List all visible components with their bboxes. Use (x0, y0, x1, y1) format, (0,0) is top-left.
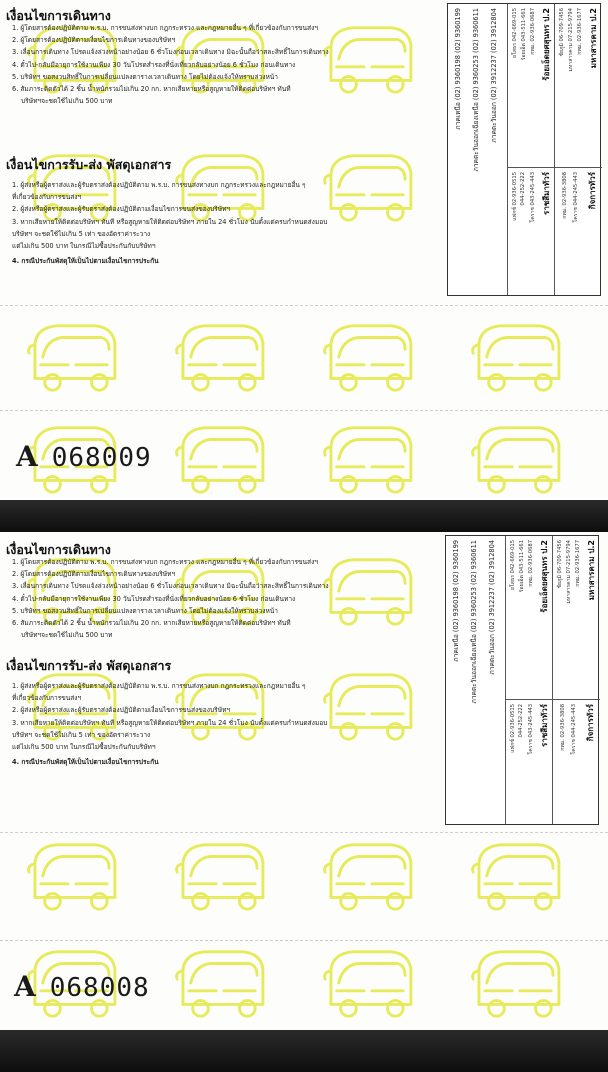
contact-kitchakarn (553, 700, 600, 824)
contact-lower (506, 699, 600, 824)
perforation-line (0, 832, 608, 833)
bus-watermark-icon (318, 420, 418, 500)
travel-rule: 1. ผู้โดยสารต้องปฏิบัติตาม พ.ร.บ. การขนส่งทางบก กฎกระทรวง และกฎหมายอื่น ๆ ที่เกี่ยวข้องกับการขนส่งฯ (12, 24, 319, 32)
contact-column-companies (506, 536, 600, 824)
contact-line: โคราช 044-245-443 (571, 704, 577, 755)
contact-line: 044-252-222 (518, 704, 524, 738)
contact-column-regions (448, 4, 508, 295)
travel-rule: 6. สัมภาระติดตัวได้ 2 ชิ้น น้ำหนักรวมไม่เกิน 20 กก. หากเสียหายหรือสูญหายให้ติดต่อบริษัทฯ ทันที (12, 85, 291, 94)
contact-line: โคราช 044-245-443 (573, 172, 579, 223)
ticket-serial: 068009 (51, 443, 152, 473)
ticket-prefix: A (14, 970, 36, 1003)
contact-lower (508, 167, 602, 295)
contact-company-name: ร้อยเอ็ดยศสุนทร ป.2 (542, 8, 551, 81)
travel-rule: 3. เลื่อนการเดินทาง โปรดแจ้งล่วงหน้าอย่างน้อย 6 ชั่วโมงก่อนเวลาเดินทาง มิฉะนั้นถือว่าสละสิทธิ์ในการเดินทาง (12, 582, 329, 591)
region-phone-line: ภาคตะวันออกเฉียงเหนือ (02) 9360253 (02) 9360611 (472, 8, 480, 172)
parcel-rule: แต่ไม่เกิน 500 บาท ในกรณีไม่ซื้อประกันกับบริษัทฯ (12, 743, 156, 752)
travel-rule: 5. บริษัทฯ ขอสงวนสิทธิ์ในการเปลี่ยนแปลงตารางเวลาเดินทาง โดยไม่ต้องแจ้งให้ทราบล่วงหน้า (12, 606, 278, 615)
region-phone-line: ภาคเหนือ (02) 9360198 (02) 9360199 (452, 540, 460, 662)
contact-line: โคราช 043-245-443 (530, 172, 536, 223)
bus-watermark-icon (170, 944, 270, 1026)
contact-line: แฟกซ์ 02-936-0515 (510, 704, 516, 753)
travel-rule: 2. ผู้โดยสารต้องปฏิบัติตามเงื่อนไขการเดินทางของบริษัทฯ (12, 36, 176, 45)
parcel-rule: 1. ผู้ส่งหรือผู้ตราส่งและผู้รับตราส่งต้องปฏิบัติตาม พ.ร.บ. การขนส่งทางบก กฎกระทรวงและกฎหมายอื่น ๆ (12, 181, 306, 189)
contact-company-name: มหาสารคาม ป.2 (589, 8, 598, 69)
travel-conditions-title: เงื่อนไขการเดินทาง (6, 8, 111, 23)
perforation-line (0, 410, 608, 411)
contact-kitchakarn (555, 168, 602, 295)
contact-ratchasima (506, 700, 553, 824)
region-phone-line: ภาคตะวันออก (02) 3912237 (02) 3912804 (490, 8, 498, 143)
contact-line: โคราช 043-245-443 (528, 704, 534, 755)
contact-upper (506, 536, 600, 701)
parcel-conditions-list (12, 179, 437, 267)
parcel-rule: 4. กรณีประกันพัสดุให้เป็นไปตามเงื่อนไขการประกัน (12, 257, 159, 266)
region-phone-line: ภาคตะวันออกเฉียงเหนือ (02) 9360253 (02) 9360611 (470, 540, 478, 704)
contact-box (447, 3, 601, 296)
contact-company-name: กิจการทัวร์ (586, 704, 595, 742)
contact-column-companies (508, 4, 602, 295)
parcel-rule: บริษัทฯ จะชดใช้ไม่เกิน 5 เท่า ของอัตราค่าระวาง (12, 730, 151, 739)
bus-watermark-icon (318, 837, 418, 919)
parcel-rule: 4. กรณีประกันพัสดุให้เป็นไปตามเงื่อนไขการประกัน (12, 758, 159, 767)
contact-line: 044-252-222 (520, 172, 526, 206)
contact-company-name: ร้อยเอ็ดยศสุนทร ป.2 (540, 540, 549, 613)
region-phone-line: ภาคตะวันออก (02) 3912237 (02) 3912804 (488, 540, 496, 675)
contact-upper (508, 4, 602, 169)
contact-mahasarakham (555, 4, 602, 169)
region-phone-line: ภาคเหนือ (02) 9360198 (02) 9360199 (454, 8, 462, 130)
bus-watermark-icon (466, 837, 566, 919)
parcel-rule: บริษัทฯ จะชดใช้ไม่เกิน 5 เท่า ของอัตราค่าระวาง (12, 229, 151, 238)
parcel-rule: 2. ผู้ส่งหรือผู้ตราส่งและผู้รับตราส่งต้องปฏิบัติตามเงื่อนไขการขนส่งของบริษัทฯ (12, 205, 231, 214)
bus-watermark-icon (170, 420, 270, 500)
bus-watermark-icon (466, 420, 566, 500)
contact-ratchasima (508, 168, 555, 295)
parcel-conditions-title: เงื่อนไขการรับ-ส่ง พัสดุเอกสาร (6, 157, 172, 172)
contact-mahasarakham (553, 536, 600, 701)
contact-line: กทม. 02-936-0687 (528, 540, 534, 587)
contact-box (445, 535, 599, 825)
bus-watermark-icon (22, 318, 122, 400)
travel-rule: 4. ตั๋วไป-กลับมีอายุการใช้งานเพียง 30 วันโปรดสำรองที่นั่งเที่ยวกลับอย่างน้อย 6 ชั่วโมง ก่อนเดินทาง (12, 60, 296, 69)
parcel-rule: 1. ผู้ส่งหรือผู้ตราส่งและผู้รับตราส่งต้องปฏิบัติตาม พ.ร.บ. การขนส่งทางบก กฎกระทรวงและกฎหมายอื่น ๆ (12, 682, 306, 690)
travel-rule: 1. ผู้โดยสารต้องปฏิบัติตาม พ.ร.บ. การขนส่งทางบก กฎกระทรวง และกฎหมายอื่น ๆ ที่เกี่ยวข้องกับการขนส่งฯ (12, 558, 319, 566)
contact-column-regions (446, 536, 506, 824)
travel-rule-continuation: บริษัทฯจะชดใช้ไม่เกิน 500 บาท (21, 97, 113, 106)
contact-line: กทม. 02-936-3808 (562, 172, 568, 219)
bus-watermark-icon (170, 318, 270, 400)
ticket-bottom (0, 532, 608, 1030)
perforation-line (0, 305, 608, 306)
parcel-conditions-list (12, 680, 437, 768)
travel-rule: 6. สัมภาระติดตัวได้ 2 ชิ้น น้ำหนักรวมไม่เกิน 20 กก. หากเสียหายหรือสูญหายให้ติดต่อบริษัทฯ ทันที (12, 619, 291, 628)
contact-line: กทม. 02-936-0687 (530, 8, 536, 55)
parcel-rule: ที่เกี่ยวข้องกับการขนส่งฯ (12, 694, 82, 703)
travel-conditions-list (12, 556, 437, 641)
travel-conditions-title: เงื่อนไขการเดินทาง (6, 542, 111, 557)
parcel-rule: ที่เกี่ยวข้องกับการขนส่งฯ (12, 193, 82, 202)
perforation-line (0, 940, 608, 941)
travel-rule: 4. ตั๋วไป-กลับมีอายุการใช้งานเพียง 30 วันโปรดสำรองที่นั่งเที่ยวกลับอย่างน้อย 6 ชั่วโมง ก่อนเดินทาง (12, 594, 296, 603)
travel-conditions-list (12, 22, 437, 107)
contact-roiet (506, 536, 553, 701)
contact-line: แฟกซ์ 02-936-0515 (512, 172, 518, 221)
contact-company-name: ราชสีมาทัวร์ (540, 704, 549, 747)
ticket-prefix: A (16, 440, 38, 473)
parcel-rule: 2. ผู้ส่งหรือผู้ตราส่งและผู้รับตราส่งต้องปฏิบัติตามเงื่อนไขการขนส่งของบริษัทฯ (12, 706, 231, 715)
travel-rule: 3. เลื่อนการเดินทาง โปรดแจ้งล่วงหน้าอย่างน้อย 6 ชั่วโมงก่อนเวลาเดินทาง มิฉะนั้นถือว่าสละสิทธิ์ในการเดินทาง (12, 48, 329, 57)
contact-line: มหาสารคาม 07-215-9794 (568, 8, 574, 72)
contact-company-name: ราชสีมาทัวร์ (542, 172, 551, 215)
travel-rule: 2. ผู้โดยสารต้องปฏิบัติตามเงื่อนไขการเดินทางของบริษัทฯ (12, 570, 176, 579)
contact-line: ร้อยเอ็ด 043-511-661 (519, 540, 525, 593)
ticket-serial: 068008 (49, 973, 150, 1003)
contact-roiet (508, 4, 555, 169)
contact-line: ชัยภูมิ 06-709-7456 (559, 8, 565, 57)
parcel-rule: 3. หากเสียหายให้ติดต่อบริษัทฯ ทันที หรือสูญหายให้ติดต่อบริษัทฯ ภายใน 24 ชั่วโมง นับตั้งแต่ครบกำหนดส่งมอบ (12, 217, 328, 226)
parcel-conditions-title: เงื่อนไขการรับ-ส่ง พัสดุเอกสาร (6, 658, 172, 673)
ticket-top (0, 0, 608, 500)
separator-band (0, 500, 608, 532)
contact-line: ร้อยเอ็ด 043-511-661 (521, 8, 527, 61)
contact-line: กทม. 02-936-3808 (560, 704, 566, 751)
contact-company-name: มหาสารคาม ป.2 (587, 540, 596, 601)
contact-line: กทม. 02-936-1677 (577, 8, 583, 55)
contact-line: ยโสธร 042-669-015 (512, 8, 518, 59)
ticket-number (14, 970, 150, 1003)
travel-rule: 5. บริษัทฯ ขอสงวนสิทธิ์ในการเปลี่ยนแปลงตารางเวลาเดินทาง โดยไม่ต้องแจ้งให้ทราบล่วงหน้า (12, 72, 278, 81)
contact-line: กทม. 02-936-1677 (575, 540, 581, 587)
contact-company-name: กิจการทัวร์ (588, 172, 597, 210)
contact-line: มหาสารคาม 07-215-9794 (566, 540, 572, 604)
bus-watermark-icon (22, 837, 122, 919)
ticket-number (16, 440, 152, 473)
bus-watermark-icon (466, 944, 566, 1026)
contact-line: ยโสธร 042-669-015 (510, 540, 516, 591)
parcel-rule: 3. หากเสียหายให้ติดต่อบริษัทฯ ทันที หรือสูญหายให้ติดต่อบริษัทฯ ภายใน 24 ชั่วโมง นับตั้งแต่ครบกำหนดส่งมอบ (12, 718, 328, 727)
bus-watermark-icon (318, 944, 418, 1026)
bus-watermark-icon (466, 318, 566, 400)
bus-watermark-icon (170, 837, 270, 919)
travel-rule-continuation: บริษัทฯจะชดใช้ไม่เกิน 500 บาท (21, 631, 113, 640)
separator-band (0, 1030, 608, 1072)
contact-line: ชัยภูมิ 06-709-7456 (557, 540, 563, 589)
parcel-rule: แต่ไม่เกิน 500 บาท ในกรณีไม่ซื้อประกันกับบริษัทฯ (12, 242, 156, 251)
bus-watermark-icon (318, 318, 418, 400)
